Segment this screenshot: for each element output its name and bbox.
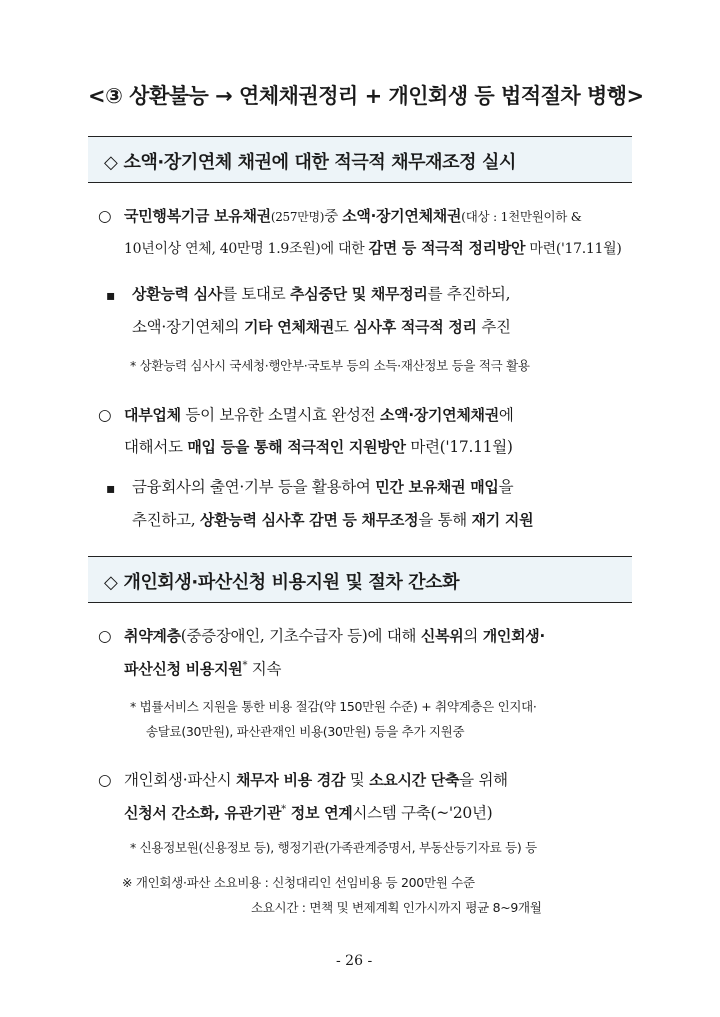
paragraph-line: 대해서도 매입 등을 통해 적극적인 지원방안 마련('17.11월) <box>124 438 513 456</box>
bullet-square: ▪ <box>106 481 116 497</box>
paragraph-line: 10년이상 연체, 40만명 1.9조원)에 대한 감면 등 적극적 정리방안 마련('17.11월) <box>124 239 622 257</box>
section-header-1 <box>88 136 632 183</box>
paragraph-line: 신청서 간소화, 유관기관* 정보 연계시스템 구축(~'20년) <box>124 804 493 823</box>
page-title: <③ 상환불능 → 연체채권정리 + 개인회생 등 법적절차 병행> <box>88 84 644 108</box>
paragraph-line: 소액·장기연체의 기타 연체채권도 심사후 적극적 정리 추진 <box>132 318 511 336</box>
footnote: * 신용정보원(신용정보 등), 행정기관(가족관계증명서, 부동산등기자료 등) 등 <box>130 840 537 855</box>
paragraph-line: 금융회사의 출연·기부 등을 활용하여 민간 보유채권 매입을 <box>132 478 514 496</box>
paragraph-line: 추진하고, 상환능력 심사후 감면 등 채무조정을 통해 재기 지원 <box>132 511 534 529</box>
bullet-square: ▪ <box>106 288 116 304</box>
reference-note: ※ 개인회생·파산 소요비용 : 신청대리인 선임비용 등 200만원 수준 <box>122 875 475 890</box>
diamond-icon: ◇ <box>104 152 118 173</box>
reference-note: 소요시간 : 면책 및 변제계획 인가시까지 평균 8~9개월 <box>251 900 542 915</box>
page-number: - 26 - <box>336 953 373 969</box>
bullet-circle: ○ <box>98 627 112 645</box>
section-heading-1: 소액·장기연체 채권에 대한 적극적 채무재조정 실시 <box>123 152 516 173</box>
section-heading-2: 개인회생·파산신청 비용지원 및 절차 간소화 <box>123 572 460 593</box>
footnote: 송달료(30만원), 파산관재인 비용(30만원) 등을 추가 지원중 <box>146 724 465 739</box>
paragraph-line: 파산신청 비용지원* 지속 <box>124 660 282 679</box>
bullet-circle: ○ <box>98 207 112 225</box>
section-header-2 <box>88 556 632 603</box>
paragraph-line: 국민행복기금 보유채권(257만명)중 소액·장기연체채권(대상 : 1천만원이하 & <box>124 207 582 225</box>
paragraph-line: 대부업체 등이 보유한 소멸시효 완성전 소액·장기연체채권에 <box>124 406 514 424</box>
footnote: * 법률서비스 지원을 통한 비용 절감(약 150만원 수준) + 취약계층은 인지대· <box>130 699 537 714</box>
diamond-icon: ◇ <box>104 572 118 593</box>
paragraph-line: 상환능력 심사를 토대로 추심중단 및 채무정리를 추진하되, <box>132 285 511 303</box>
footnote: * 상환능력 심사시 국세청·행안부·국토부 등의 소득·재산정보 등을 적극 활용 <box>130 358 530 373</box>
paragraph-line: 취약계층(중증장애인, 기초수급자 등)에 대해 신복위의 개인회생· <box>124 627 545 645</box>
bullet-circle: ○ <box>98 771 112 789</box>
bullet-circle: ○ <box>98 406 112 424</box>
paragraph-line: 개인회생·파산시 채무자 비용 경감 및 소요시간 단축을 위해 <box>124 771 508 789</box>
